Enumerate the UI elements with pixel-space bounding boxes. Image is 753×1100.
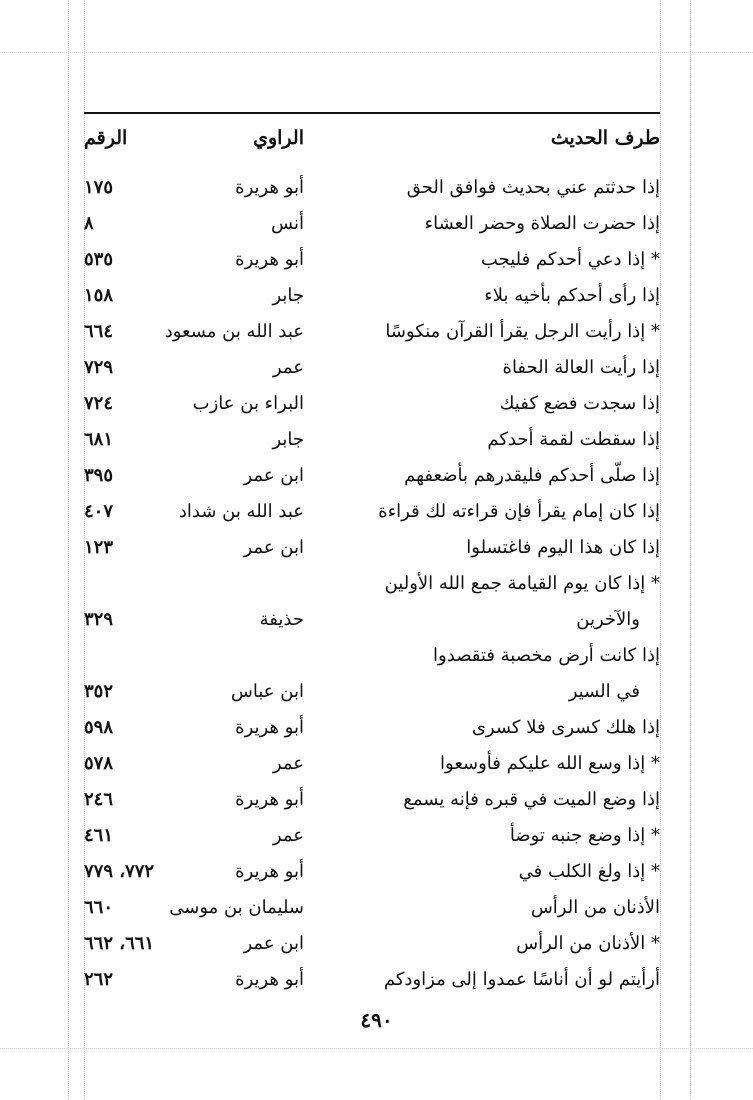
table-row: [84, 746, 660, 782]
hadith-number: [84, 566, 214, 602]
table-row: [84, 890, 660, 926]
hadith-number: ١٧٥: [84, 177, 114, 198]
hadith-text: إذا كانت أرض مخصبة فتقصدوا: [433, 645, 660, 666]
hadith-number: ٤٠٧: [84, 501, 114, 522]
rawi-name: عمر: [272, 357, 304, 378]
rawi-name: أبو هريرة: [235, 717, 304, 738]
hadith-number: ٧٢٩: [84, 357, 114, 378]
scan-guide-line: [68, 0, 69, 1100]
hadith-text: إذا سقطت لقمة أحدكم: [487, 429, 660, 450]
hadith-text: إذا رأيت العالة الحفاة: [502, 357, 660, 378]
scan-guide-line: [690, 0, 691, 1100]
table-row: [84, 674, 660, 710]
hadith-number: ٤٦١: [84, 825, 114, 846]
table-row: [84, 242, 660, 278]
hadith-text-continuation: والآخرين: [576, 609, 640, 630]
table-row: [84, 566, 660, 602]
hadith-number: ٣٥٢: [84, 681, 114, 702]
hadith-number: ٥٣٥: [84, 249, 114, 270]
hadith-number: ٢٤٦: [84, 789, 114, 810]
hadith-text: * إذا وضع جنبه توضأ: [509, 825, 660, 846]
header-rawi: الراوي: [253, 127, 304, 149]
rawi-name: ابن عمر: [243, 537, 304, 558]
hadith-number: ٦٨١: [84, 429, 114, 450]
table-row: [84, 710, 660, 746]
table-row: [84, 494, 660, 530]
hadith-number: ٢٦٢: [84, 969, 114, 990]
table-row: [84, 782, 660, 818]
rawi-name: أبو هريرة: [235, 249, 304, 270]
rawi-name: ابن عباس: [230, 681, 304, 702]
table-row: [84, 458, 660, 494]
rawi-name: عمر: [272, 753, 304, 774]
hadith-text: إذا كان إمام يقرأ فإن قراءته لك قراءة: [378, 501, 660, 522]
hadith-number: ١٢٣: [84, 537, 114, 558]
rawi-name: عبد الله بن شداد: [178, 501, 304, 522]
table-row: [84, 818, 660, 854]
hadith-number: ٦٦٤: [84, 321, 114, 342]
table-row: [84, 314, 660, 350]
rawi-name: جابر: [272, 429, 304, 450]
hadith-text: إذا حضرت الصلاة وحضر العشاء: [424, 213, 660, 234]
rawi-name: حذيفة: [259, 609, 304, 630]
rawi-name: عبد الله بن مسعود: [164, 321, 304, 342]
table-row: [84, 422, 660, 458]
rawi-name: ابن عمر: [243, 465, 304, 486]
table-row: [84, 602, 660, 638]
hadith-text: إذا حدثتم عني بحديث فوافق الحق: [406, 177, 660, 198]
table-row: [84, 206, 660, 242]
hadith-text: * إذا ولغ الكلب في: [518, 861, 660, 882]
rawi-name: أبو هريرة: [235, 789, 304, 810]
hadith-number: ٣٢٩: [84, 609, 114, 630]
rawi-name: ابن عمر: [243, 933, 304, 954]
hadith-text: * إذا كان يوم القيامة جمع الله الأولين: [384, 573, 660, 594]
rawi-name: أنس: [271, 213, 304, 234]
hadith-text: * إذا دعي أحدكم فليجب: [480, 249, 660, 270]
table-row: [84, 170, 660, 206]
hadith-text: * الأذنان من الرأس: [516, 933, 660, 954]
table-row: [84, 530, 660, 566]
rawi-name: البراء بن عازب: [192, 393, 304, 414]
rawi-name: أبو هريرة: [235, 861, 304, 882]
hadith-number: ٧٧٢، ٧٧٩: [84, 861, 155, 882]
table-row: [84, 278, 660, 314]
rawi-name: سليمان بن موسى: [169, 897, 304, 918]
header-top-rule: [84, 112, 660, 114]
hadith-text: الأذنان من الرأس: [530, 897, 660, 918]
rawi-name: أبو هريرة: [235, 177, 304, 198]
table-row: [84, 926, 660, 962]
hadith-text: * إذا رأيت الرجل يقرأ القرآن منكوسًا: [385, 321, 660, 342]
hadith-number: ١٥٨: [84, 285, 114, 306]
hadith-number: ٣٩٥: [84, 465, 114, 486]
rawi-name: جابر: [272, 285, 304, 306]
hadith-text: * إذا وسع الله عليكم فأوسعوا: [440, 753, 660, 774]
hadith-text: إذا رأى أحدكم بأخيه بلاء: [484, 285, 660, 306]
header-number: الرقم: [84, 127, 128, 149]
rawi-name: أبو هريرة: [235, 969, 304, 990]
hadith-text-continuation: في السير: [568, 681, 640, 702]
hadith-text: أرأيتم لو أن أناسًا عمدوا إلى مزاودكم: [383, 969, 660, 990]
hadith-number: ٦٦١، ٦٦٢: [84, 933, 155, 954]
hadith-number: [84, 638, 214, 674]
hadith-text: إذا وضع الميت في قبره فإنه يسمع: [403, 789, 660, 810]
hadith-number: ٥٧٨: [84, 753, 114, 774]
hadith-number: ٥٩٨: [84, 717, 114, 738]
table-row: [84, 386, 660, 422]
scan-guide-line: [0, 1048, 753, 1049]
scan-guide-line: [660, 0, 661, 1100]
table-header: [84, 118, 660, 158]
table-row: [84, 350, 660, 386]
hadith-number: ٦٦٠: [84, 897, 114, 918]
table-row: [84, 962, 660, 998]
scan-guide-line: [0, 52, 753, 53]
hadith-text: إذا صلّى أحدكم فليقدرهم بأضعفهم: [404, 465, 660, 486]
table-row: [84, 638, 660, 674]
rawi-name: عمر: [272, 825, 304, 846]
header-hadith: طرف الحديث: [550, 127, 660, 149]
table-row: [84, 854, 660, 890]
page-number: ٤٩٠: [360, 1008, 393, 1032]
hadith-text: إذا هلك كسرى فلا كسرى: [471, 717, 660, 738]
hadith-number: ٧٢٤: [84, 393, 114, 414]
hadith-number: ٨: [84, 213, 94, 234]
hadith-text: إذا كان هذا اليوم فاغتسلوا: [466, 537, 660, 558]
hadith-text: إذا سجدت فضع كفيك: [499, 393, 660, 414]
